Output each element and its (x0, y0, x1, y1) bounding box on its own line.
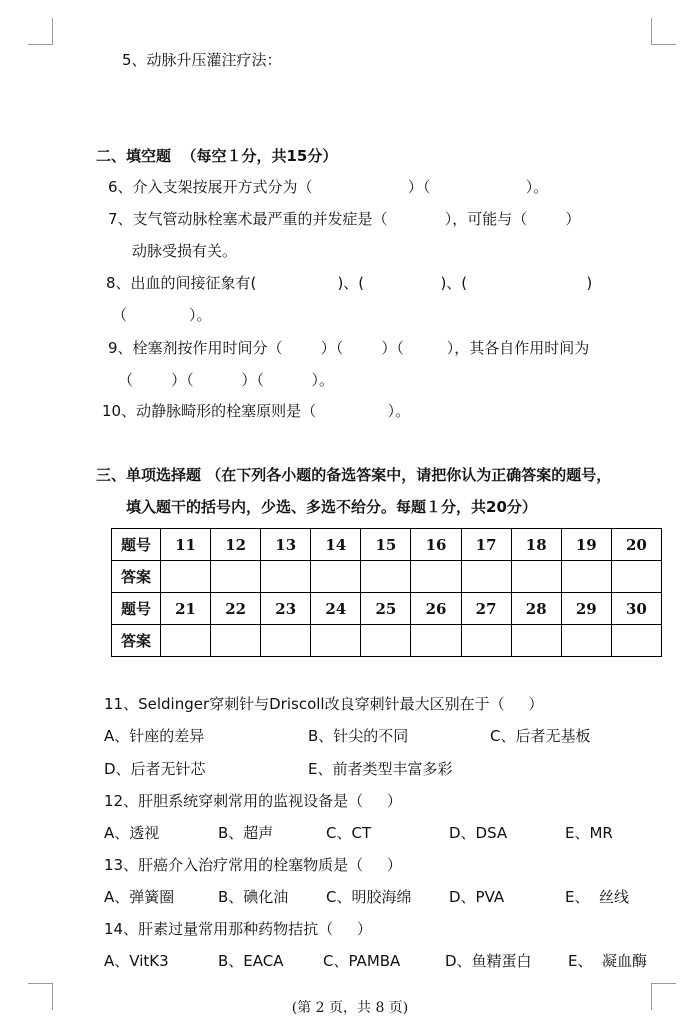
answer-cell[interactable] (461, 561, 511, 593)
answer-cell[interactable] (361, 561, 411, 593)
page-number-footer: (第 2 页，共 8 页) (291, 1000, 409, 1016)
question-12-option-a: A、透视 (104, 824, 160, 842)
question-13-option-d: D、PVA (449, 888, 505, 906)
question-13-option-c: C、明胶海绵 (326, 888, 412, 906)
answer-cell[interactable] (311, 625, 361, 657)
table-cell: 28 (511, 593, 561, 625)
question-10: 10、动静脉畸形的栓塞原则是（ ）。 (102, 402, 411, 420)
table-cell: 27 (461, 593, 511, 625)
question-6: 6、介入支架按展开方式分为（ ）（ ）。 (108, 178, 549, 196)
section-2-title: 二、填空题 （每空１分，共15分） (96, 147, 338, 165)
table-row (112, 593, 662, 625)
table-cell: 30 (611, 593, 661, 625)
answer-cell[interactable] (411, 561, 461, 593)
question-12-stem: 12、肝胆系统穿刺常用的监视设备是（ ） (104, 792, 402, 810)
table-cell: 15 (361, 529, 411, 561)
question-14-option-a: A、VitK3 (104, 952, 169, 970)
question-11-option-e: E、前者类型丰富多彩 (308, 760, 453, 778)
answer-cell[interactable] (411, 625, 461, 657)
question-9-line-2: （ ）（ ）（ ）。 (118, 371, 335, 389)
table-cell: 14 (311, 529, 361, 561)
table-cell: 16 (411, 529, 461, 561)
table-row (112, 561, 662, 593)
table-header-cell: 答案 (112, 561, 161, 593)
question-13-stem: 13、肝癌介入治疗常用的栓塞物质是（ ） (104, 856, 402, 874)
question-12-option-d: D、DSA (449, 824, 508, 842)
question-11-option-c: C、后者无基板 (490, 727, 591, 745)
table-cell: 24 (311, 593, 361, 625)
corner-mark-top-left (28, 18, 53, 45)
answer-cell[interactable] (611, 625, 661, 657)
corner-mark-top-right (651, 18, 676, 45)
answer-cell[interactable] (611, 561, 661, 593)
answer-cell[interactable] (161, 561, 211, 593)
question-12-option-c: C、CT (326, 824, 372, 842)
answer-cell[interactable] (311, 561, 361, 593)
answer-cell[interactable] (361, 625, 411, 657)
question-8-line-2: （ ）。 (112, 306, 212, 324)
answer-cell[interactable] (261, 561, 311, 593)
question-13-option-b: B、碘化油 (218, 888, 289, 906)
table-row (112, 625, 662, 657)
table-row (112, 529, 662, 561)
table-cell: 21 (161, 593, 211, 625)
answer-cell[interactable] (561, 561, 611, 593)
table-cell: 11 (161, 529, 211, 561)
question-14-stem: 14、肝素过量常用那种药物拮抗（ ） (104, 920, 372, 938)
question-7-line-1: 7、支气管动脉栓塞术最严重的并发症是（ ），可能与（ ） (108, 210, 581, 228)
table-cell: 12 (211, 529, 261, 561)
table-header-cell: 答案 (112, 625, 161, 657)
question-11-option-b: B、针尖的不同 (308, 727, 409, 745)
table-header-cell: 题号 (112, 593, 161, 625)
question-14-option-c: C、PAMBA (323, 952, 401, 970)
question-8-line-1: 8、出血的间接征象有( )、( )、( ) (106, 274, 593, 292)
answer-cell[interactable] (511, 561, 561, 593)
answer-cell[interactable] (161, 625, 211, 657)
table-cell: 18 (511, 529, 561, 561)
section-3-instructions: 填入题干的括号内，少选、多选不给分。每题１分，共20分） (126, 498, 537, 516)
answer-cell[interactable] (461, 625, 511, 657)
question-12-option-b: B、超声 (218, 824, 274, 842)
table-cell: 29 (561, 593, 611, 625)
question-11-option-a: A、针座的差异 (104, 727, 205, 745)
table-cell: 26 (411, 593, 461, 625)
question-14-option-e: E、 凝血酶 (568, 952, 648, 970)
question-13-option-a: A、弹簧圈 (104, 888, 175, 906)
answer-cell[interactable] (211, 561, 261, 593)
answer-cell[interactable] (261, 625, 311, 657)
question-9-line-1: 9、栓塞剂按作用时间分（ ）（ ）（ ），其各自作用时间为 (108, 339, 590, 357)
table-cell: 17 (461, 529, 511, 561)
answer-table (111, 528, 662, 657)
question-14-option-d: D、鱼精蛋白 (445, 952, 532, 970)
question-7-line-2: 动脉受损有关。 (132, 242, 238, 260)
question-5: 5、动脉升压灌注疗法： (122, 51, 282, 69)
answer-cell[interactable] (561, 625, 611, 657)
question-12-option-e: E、MR (565, 824, 613, 842)
question-11-stem: 11、Seldinger穿刺针与Driscoll改良穿刺针最大区别在于（ ） (104, 695, 544, 713)
table-header-cell: 题号 (112, 529, 161, 561)
section-3-title: 三、单项选择题 （在下列各小题的备选答案中，请把你认为正确答案的题号， (96, 466, 612, 484)
question-11-option-d: D、后者无针芯 (104, 760, 206, 778)
answer-cell[interactable] (211, 625, 261, 657)
table-cell: 25 (361, 593, 411, 625)
table-cell: 19 (561, 529, 611, 561)
table-cell: 13 (261, 529, 311, 561)
question-14-option-b: B、EACA (218, 952, 284, 970)
question-13-option-e: E、 丝线 (565, 888, 630, 906)
answer-cell[interactable] (511, 625, 561, 657)
table-cell: 23 (261, 593, 311, 625)
table-cell: 22 (211, 593, 261, 625)
table-cell: 20 (611, 529, 661, 561)
